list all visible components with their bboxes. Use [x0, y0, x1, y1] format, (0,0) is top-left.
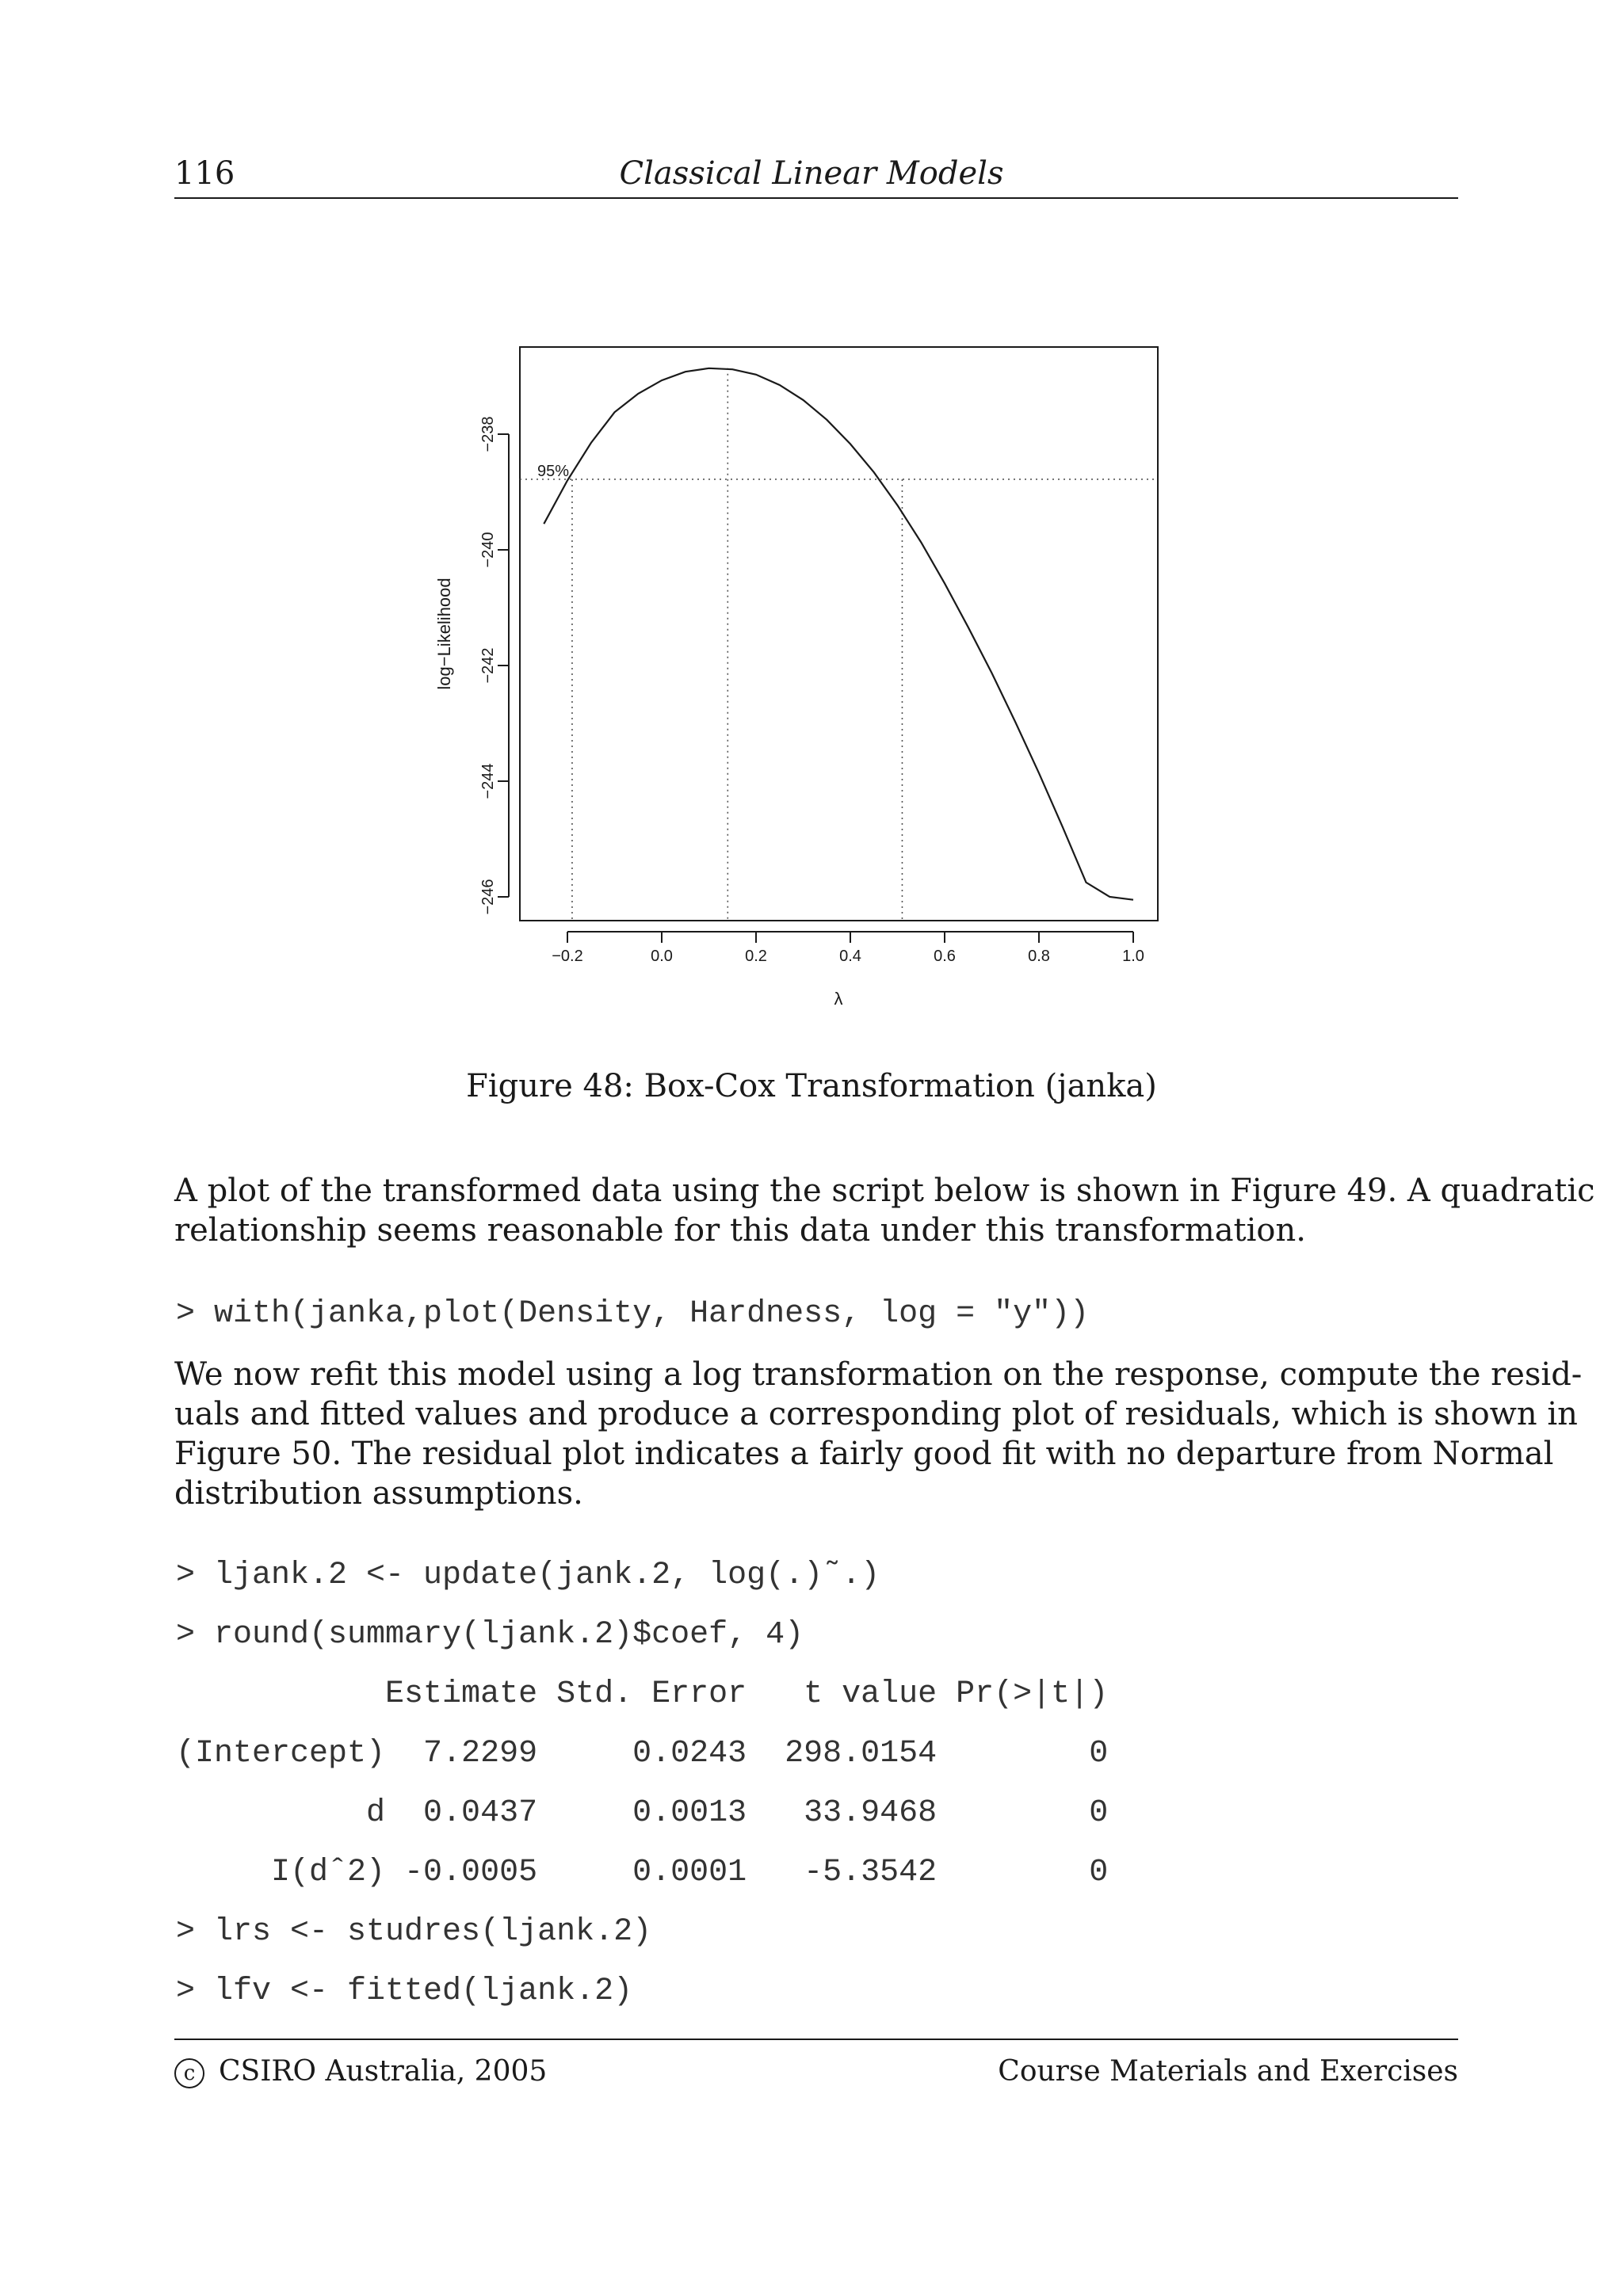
- footer-right: Course Materials and Exercises: [998, 2055, 1458, 2088]
- y-tick-label: −244: [479, 763, 497, 799]
- figure-caption: Figure 48: Box-Cox Transformation (janka): [466, 1068, 1157, 1104]
- ci-label: 95%: [537, 463, 570, 480]
- page-number: 116: [174, 155, 235, 192]
- y-tick-label: −242: [479, 647, 497, 684]
- code-line: > lfv <- fitted(ljank.2): [176, 1974, 633, 2009]
- code-line: > lrs <- studres(ljank.2): [176, 1914, 652, 1950]
- code-line: > with(janka,plot(Density, Hardness, log = "y")): [176, 1296, 1090, 1332]
- footer-rule: [174, 2039, 1458, 2040]
- footer-copyright-text: CSIRO Australia, 2005: [219, 2055, 548, 2088]
- y-tick-label: −246: [479, 879, 497, 915]
- x-tick-label: −0.2: [552, 948, 583, 965]
- x-tick-label: 0.0: [651, 948, 673, 965]
- y-axis-label: log−Likelihood: [434, 578, 454, 690]
- text-line: A plot of the transformed data using the script below is shown in Figure 49. A quadratic: [174, 1173, 1595, 1209]
- text-line: Figure 50. The residual plot indicates a fairly good fit with no departure from Normal: [174, 1436, 1554, 1472]
- coef-table-header: Estimate Std. Error t value Pr(>|t|): [176, 1676, 1109, 1712]
- copyright-icon: c: [174, 2058, 204, 2088]
- log-likelihood-curve: [544, 368, 1133, 900]
- x-axis-label: λ: [834, 989, 843, 1009]
- figure-48: [0, 0, 1623, 1030]
- x-tick-label: 0.2: [745, 948, 767, 965]
- paragraph-2: [174, 1355, 1583, 1513]
- x-tick-label: 0.6: [934, 948, 956, 965]
- text-line: distribution assumptions.: [174, 1475, 583, 1512]
- y-axis: [479, 416, 509, 914]
- box-cox-chart: [0, 0, 1623, 1030]
- running-title: Classical Linear Models: [619, 155, 1004, 192]
- text-line: We now refit this model using a log transformation on the response, compute the resid-: [174, 1356, 1583, 1393]
- coef-table-row: I(dˆ2) -0.0005 0.0001 -5.3542 0: [176, 1855, 1109, 1890]
- code-line: > ljank.2 <- update(jank.2, log(.)˜.): [176, 1558, 880, 1593]
- coef-table-row: (Intercept) 7.2299 0.0243 298.0154 0: [176, 1736, 1109, 1772]
- reference-lines: [520, 368, 1158, 921]
- code-line: > round(summary(ljank.2)$coef, 4): [176, 1617, 804, 1653]
- x-tick-label: 0.8: [1028, 948, 1050, 965]
- footer-left: [174, 2055, 547, 2088]
- y-tick-label: −238: [479, 416, 497, 452]
- coef-table-row: d 0.0437 0.0013 33.9468 0: [176, 1795, 1109, 1831]
- x-axis: [552, 932, 1144, 965]
- text-line: uals and fitted values and produce a corresponding plot of residuals, which is shown in: [174, 1396, 1578, 1432]
- x-tick-label: 0.4: [839, 948, 861, 965]
- x-tick-label: 1.0: [1122, 948, 1144, 965]
- paragraph-1: [174, 1171, 1595, 1250]
- y-tick-label: −240: [479, 532, 497, 568]
- text-line: relationship seems reasonable for this data under this transformation.: [174, 1212, 1306, 1249]
